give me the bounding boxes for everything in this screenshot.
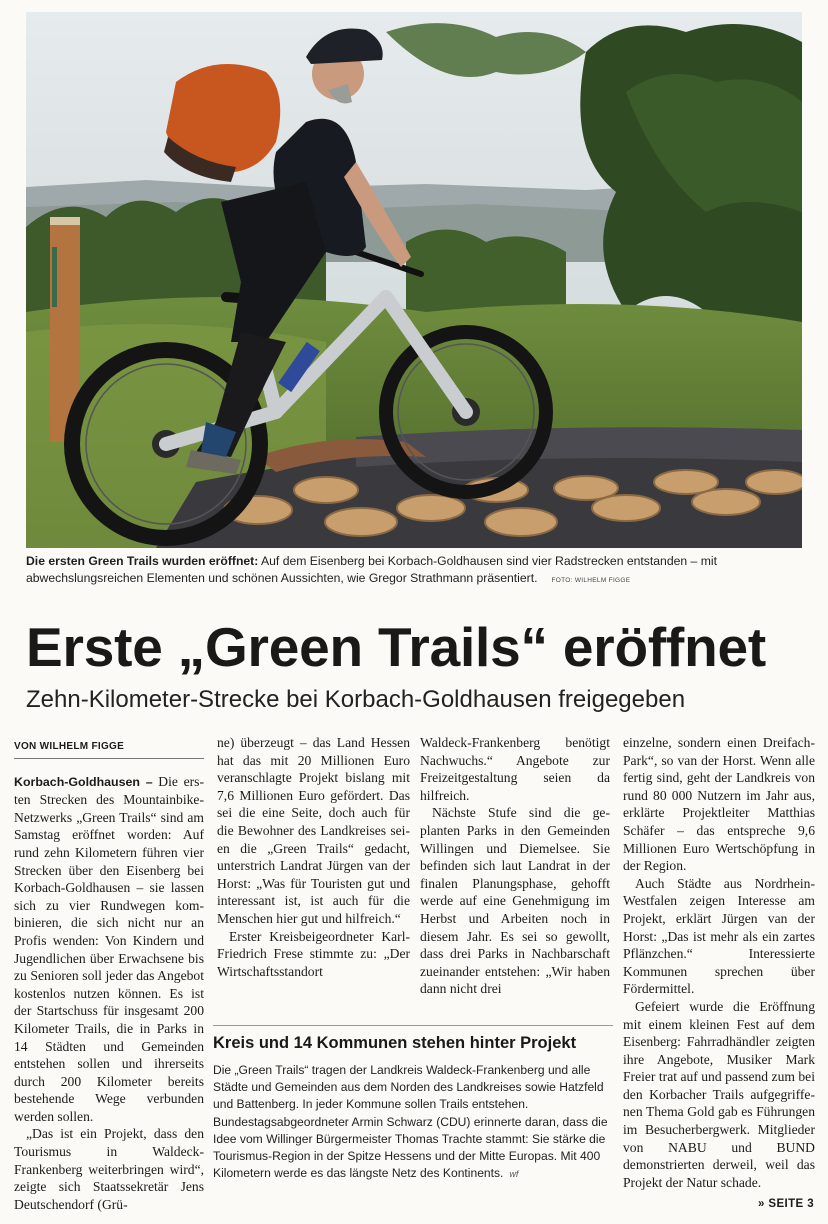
- paragraph: Erster Kreisbeigeordneter Karl-Friedrich Frese stimmte zu: „Der Wirtschaftsstandort: [217, 928, 410, 979]
- paragraph-text: Die ersten Strecken des Mountainbike-Netzwerks „Green Trails“ sind am Samstag eröffnet worden: Auf rund zehn Kilometern führen vier Strecken über den Eisenberg bei Korbach-Goldhausen – sie lassen sich zu vier Rundwegen kombinieren, die sich nicht nur an Profis wenden: Von Kindern und Jugendlichen über Erwachsene bis zu Senioren soll jeder das Angebot kostenlos nutzen können. Es ist der Startschuss für insgesamt 200 Kilometer Trails, die in Parks in 14 Städten und Gemeinden entstehen sollen und ihrerseits durch 200 Kilometer bereits bestehende Wege verbunden werden sollen.: [14, 773, 204, 1124]
- photo-credit: FOTO: WILHELM FIGGE: [551, 577, 631, 584]
- article-column-2: [217, 734, 410, 980]
- article-column-4: [623, 734, 815, 1191]
- info-box-text: [213, 1062, 611, 1183]
- article-column-3: [420, 734, 610, 998]
- author-byline: VON WILHELM FIGGE: [14, 738, 204, 759]
- paragraph: einzelne, sondern einen Dreifach-Park“, so van der Horst. Wenn alle fertig sind, geht der Landkreis von rund 80 000 Nutzern im Jahr aus, erklärte Projektleiter Matthias Schäfer – das entspreche 9,6 Millionen Euro Wertschöpfung in der Region.: [623, 735, 815, 874]
- article-headline: Erste „Green Trails“ eröffnet: [26, 616, 767, 678]
- paragraph: ne) überzeugt – das Land Hessen hat das mit 20 Millionen Euro veranschlagte Projekt bislang mit 7,6 Millionen Euro gefördert. Das sei die eine Seite, doch auch für die Bewohner des Landkreises seien die „Green Trails“ gedacht, unterstrich Landrat Jürgen van der Horst: „Was für Touristen gut und interessant ist, ist auch für die Menschen hier gut und hilfreich.“: [217, 735, 410, 926]
- photo-caption: [26, 553, 804, 589]
- article-photo: [26, 12, 802, 548]
- paragraph: [14, 773, 204, 1126]
- article-column-1: [14, 734, 204, 1213]
- info-box: [213, 1025, 613, 1202]
- info-box-body: Die „Green Trails“ tragen der Landkreis Waldeck-Frankenberg und alle Städte und Gemeinden aus dem Norden des Landkreises sowie Hatzfeld und Battenberg. In jeder Kommune sollen Trails entstehen. Bundestagsabgeordneter Armin Schwarz (CDU) erinnerte daran, dass die Idee vom Willinger Bürgermeister Thomas Trachte stammt: Sie stärke die Tourismus-Region in der Spitze Hessens und der Mitte Europas. Mit 400 Kilometern werde es das längste Netz des Kontinents.: [213, 1063, 608, 1181]
- mountain-biker-illustration: [26, 12, 802, 548]
- author-initials: wf: [509, 1169, 519, 1180]
- continuation-link[interactable]: » SEITE 3: [757, 1198, 814, 1210]
- caption-lead: Die ersten Green Trails wurden eröffnet:: [26, 554, 259, 568]
- caption-text: Auf dem Eisenberg bei Korbach-Goldhausen sind vier Radstrecken entstanden – mit abwechslungsreichen Elementen und schönen Aussichten, wie Gregor Strathmann präsentiert.: [26, 554, 717, 585]
- paragraph: „Das ist ein Projekt, dass den Tourismus in Waldeck-Frankenberg weiterbringen wird“, zeigte sich Staatssekretär Jens Deutschendorf (Grü-: [14, 1126, 204, 1212]
- paragraph: Waldeck-Frankenberg benötigt Nachwuchs.“ Angebote zur Freizeitgestaltung seien da hilfreich.: [420, 735, 610, 803]
- paragraph: Gefeiert wurde die Eröffnung mit einem kleinen Fest auf dem Eisenberg: Fahrradhändler zeigten ihre Angebote, Musiker Mark Freier trat auf und passend zum bei den Korbacher Trails aufgegriffenen Thema Gold gab es Führungen im Besucherbergwerk. Mitglieder von NABU und BUND demonstrierten derweil, weil das Projekt der Natur schade.: [623, 998, 815, 1190]
- paragraph: Nächste Stufe sind die geplanten Parks in den Gemeinden Willingen und Diemelsee. Sie befinden sich laut Landrat in der finalen Planungsphase, gehofft werde auf eine Genehmigung im Herbst und Arbeiten noch in diesem Jahr. Es sei so gewollt, dass drei Parks in Nachbarschaft zueinander entstehen: „Wir haben dann nicht drei: [420, 805, 610, 997]
- dateline: Korbach-Goldhausen –: [14, 774, 153, 789]
- article-subheadline: Zehn-Kilometer-Strecke bei Korbach-Goldhausen freigegeben: [26, 686, 686, 713]
- info-box-title: Kreis und 14 Kommunen stehen hinter Projekt: [213, 1034, 577, 1052]
- paragraph: Auch Städte aus Nordrhein-Westfalen zeigen Interesse am Projekt, erklärt Jürgen van der Horst: „Das ist mehr als ein zartes Pflänzchen.“ Interessierte Kommunen sprechen über Fördermittel.: [623, 875, 815, 997]
